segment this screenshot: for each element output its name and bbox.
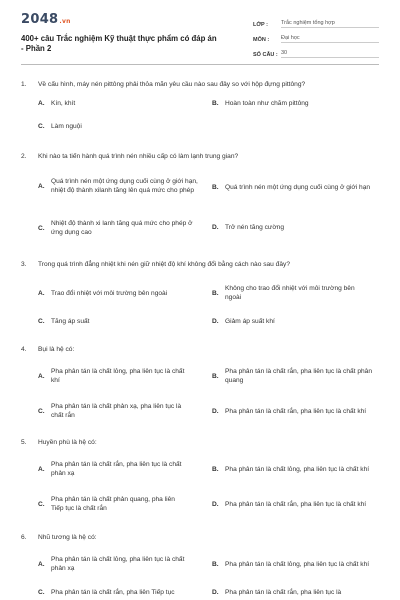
option-a[interactable] bbox=[38, 171, 206, 201]
meta-row-subject bbox=[253, 29, 379, 43]
option-text: Pha phân tán là chất lỏng, pha liên tục là chất khí bbox=[225, 465, 370, 473]
meta-label: MÔN : bbox=[253, 37, 270, 43]
option-letter: C. bbox=[38, 589, 45, 596]
question-body: Về cấu hình, máy nén pittông phải thỏa mãn yêu cầu nào sau đây so với hộp đựng pittông? bbox=[38, 81, 306, 88]
option-c[interactable] bbox=[38, 317, 206, 326]
meta-value: Trắc nghiệm tổng hợp bbox=[281, 20, 379, 28]
question-text bbox=[21, 152, 379, 161]
option-d[interactable] bbox=[212, 588, 372, 597]
option-letter: A. bbox=[38, 290, 45, 297]
option-c[interactable] bbox=[38, 401, 188, 421]
question-2 bbox=[21, 152, 379, 161]
option-a[interactable] bbox=[38, 99, 203, 108]
option-letter: B. bbox=[212, 289, 219, 297]
question-text bbox=[21, 533, 379, 542]
option-text: Pha phân tán là chất lỏng, pha liên tục là chất khí bbox=[51, 368, 185, 384]
option-letter: C. bbox=[38, 500, 45, 508]
option-letter: C. bbox=[38, 318, 45, 325]
option-text: Hoàn toàn như chăm pittông bbox=[225, 100, 309, 107]
option-letter: A. bbox=[38, 100, 45, 107]
option-c[interactable] bbox=[38, 122, 203, 131]
option-letter: C. bbox=[38, 123, 45, 130]
question-text bbox=[21, 260, 379, 269]
question-3 bbox=[21, 260, 379, 269]
option-d[interactable] bbox=[212, 317, 372, 326]
page-title: 400+ câu Trắc nghiệm Kỹ thuật thực phẩm có đáp án - Phần 2 bbox=[21, 34, 217, 53]
question-number: 1. bbox=[21, 81, 27, 88]
option-letter: B. bbox=[212, 372, 219, 380]
option-b[interactable] bbox=[212, 459, 372, 479]
meta-row-count bbox=[253, 44, 379, 58]
question-6 bbox=[21, 533, 379, 542]
meta-value: 30 bbox=[281, 50, 379, 58]
option-b[interactable] bbox=[212, 366, 372, 386]
option-letter: A. bbox=[38, 560, 45, 568]
option-text: Quá trình nén một ứng dụng cuối cùng ở giới hạn, nhiệt độ thành xilanh tăng lên quá mức cho phép bbox=[51, 178, 198, 194]
option-a[interactable] bbox=[38, 554, 188, 574]
page-header bbox=[0, 0, 400, 64]
question-body: Nhũ tương là hệ có: bbox=[38, 534, 97, 541]
option-letter: B. bbox=[212, 465, 219, 473]
option-c[interactable] bbox=[38, 494, 188, 514]
option-letter: A. bbox=[38, 182, 45, 190]
option-letter: D. bbox=[212, 500, 219, 508]
option-text: Pha phân tán là chất rắn, pha liên tục là chất phản xạ bbox=[51, 461, 182, 477]
site-logo[interactable] bbox=[21, 12, 71, 27]
option-text: Pha phân tán là chất phản xạ, pha liên tục là chất rắn bbox=[51, 403, 182, 419]
option-text: Giảm áp suất khí bbox=[225, 318, 275, 325]
option-a[interactable] bbox=[38, 289, 206, 298]
option-d[interactable] bbox=[212, 223, 372, 232]
option-letter: D. bbox=[212, 589, 219, 596]
option-letter: D. bbox=[212, 318, 219, 325]
question-body: Bụi là hệ có: bbox=[38, 346, 75, 353]
question-number: 4. bbox=[21, 346, 27, 353]
question-number: 6. bbox=[21, 534, 27, 541]
meta-label: SỐ CÂU : bbox=[253, 52, 278, 58]
question-1 bbox=[21, 80, 379, 89]
option-letter: B. bbox=[212, 183, 219, 191]
meta-label: LỚP : bbox=[253, 22, 268, 28]
option-letter: A. bbox=[38, 372, 45, 380]
option-d[interactable] bbox=[212, 401, 372, 421]
option-text: Pha phân tán là chất lỏng, pha liên tục là chất khí bbox=[225, 560, 370, 568]
option-text: Trao đổi nhiệt với môi trường bên ngoài bbox=[51, 290, 168, 297]
option-b[interactable] bbox=[212, 283, 372, 303]
option-text: Quá trình nén một ứng dụng cuối cùng ở giới hạn bbox=[225, 183, 371, 191]
option-c[interactable] bbox=[38, 588, 188, 597]
option-a[interactable] bbox=[38, 459, 188, 479]
option-c[interactable] bbox=[38, 218, 206, 238]
option-letter: D. bbox=[212, 407, 219, 415]
option-text: Kín, khít bbox=[51, 100, 76, 107]
option-text: Pha phân tán là chất rắn, pha liên Tiếp tục bbox=[51, 589, 175, 596]
option-b[interactable] bbox=[212, 554, 372, 574]
option-text: Tăng áp suất bbox=[51, 318, 90, 325]
question-text bbox=[21, 438, 379, 447]
meta-value: Đại học bbox=[281, 35, 379, 43]
question-body: Khi nào ta tiến hành quá trình nén nhiều cấp có làm lạnh trung gian? bbox=[38, 153, 239, 160]
option-text: Pha phân tán là chất phản quang, pha liên Tiếp tục là chất rắn bbox=[51, 496, 175, 512]
question-text bbox=[21, 345, 379, 354]
logo-text: 2048 bbox=[21, 12, 59, 27]
option-text: Nhiệt độ thành xi lanh tăng quá mức cho phép ở ứng dụng cao bbox=[51, 220, 193, 236]
option-letter: A. bbox=[38, 465, 45, 473]
question-text bbox=[21, 80, 379, 89]
question-4 bbox=[21, 345, 379, 354]
option-d[interactable] bbox=[212, 494, 372, 514]
option-letter: B. bbox=[212, 560, 219, 568]
question-number: 2. bbox=[21, 153, 27, 160]
question-body: Huyền phù là hệ có: bbox=[38, 439, 97, 446]
question-body: Trong quá trình đẳng nhiệt khi nén giữ nhiệt độ khí không đổi bằng cách nào sau đây? bbox=[38, 261, 290, 268]
header-divider bbox=[21, 64, 379, 65]
option-text: Pha phân tán là chất rắn, pha liên tục là chất phân quang bbox=[225, 368, 373, 384]
question-number: 5. bbox=[21, 439, 27, 446]
option-b[interactable] bbox=[212, 177, 377, 197]
option-text: Pha phân tán là chất rắn, pha liên tục là chất khí bbox=[225, 500, 367, 508]
option-b[interactable] bbox=[212, 99, 372, 108]
option-a[interactable] bbox=[38, 366, 188, 386]
question-5 bbox=[21, 438, 379, 447]
option-letter: C. bbox=[38, 407, 45, 415]
option-text: Trở nén tăng cường bbox=[225, 224, 285, 231]
option-letter: B. bbox=[212, 100, 219, 107]
question-number: 3. bbox=[21, 261, 27, 268]
option-letter: C. bbox=[38, 224, 45, 232]
option-text: Pha phân tán là chất rắn, pha liên tục là chất khí bbox=[225, 407, 367, 415]
option-text: Pha phân tán là chất lỏng, pha liên tục là chất phản xạ bbox=[51, 556, 185, 572]
option-text: Không cho trao đổi nhiệt với môi trường bên ngoài bbox=[225, 285, 355, 301]
option-text: Làm nguội bbox=[51, 123, 82, 130]
option-letter: D. bbox=[212, 224, 219, 231]
option-text: Pha phân tán là chất rắn, pha liên tục là bbox=[225, 589, 342, 596]
meta-row-class bbox=[253, 14, 379, 28]
logo-suffix: .vn bbox=[59, 18, 71, 25]
meta-box bbox=[253, 14, 379, 59]
